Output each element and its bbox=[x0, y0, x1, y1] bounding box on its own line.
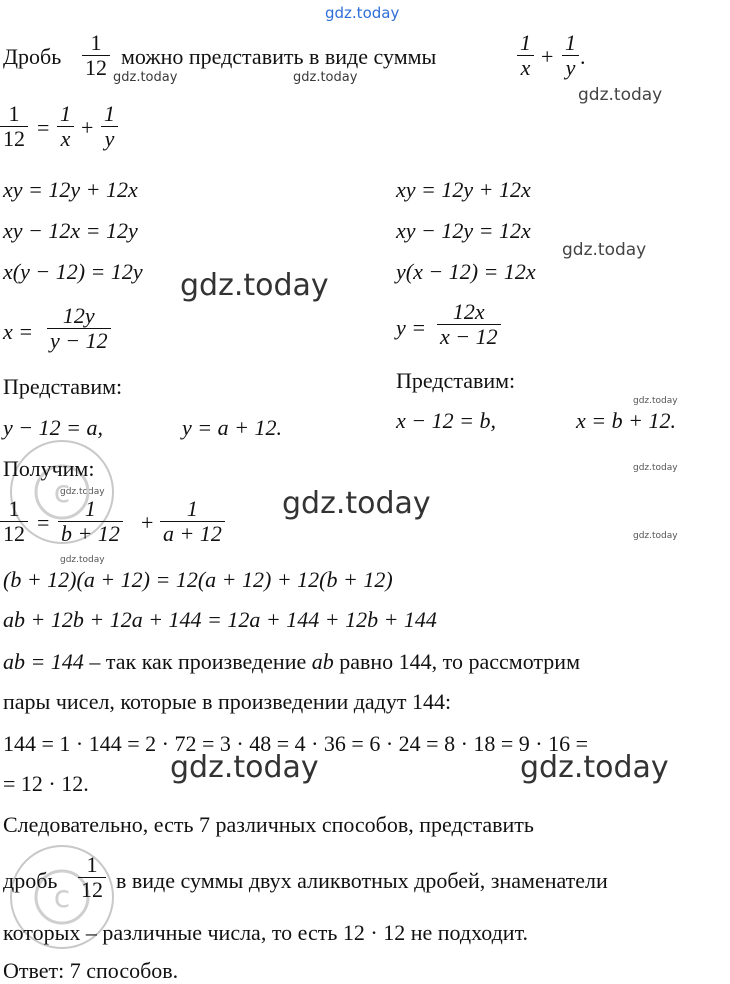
watermark: gdz.today bbox=[578, 85, 663, 105]
intro-text-2: можно представить в виде суммы bbox=[121, 44, 437, 69]
result-fraction-a: 1 a + 12 bbox=[160, 497, 225, 546]
intro-text-1: Дробь bbox=[3, 44, 62, 69]
left-sub-1: y − 12 = a, bbox=[3, 415, 103, 440]
result-line-f: = 12 · 12. bbox=[3, 771, 89, 796]
left-x-fraction: 12y y − 12 bbox=[47, 304, 111, 353]
eq1-plus: + bbox=[81, 115, 94, 140]
conclusion-line-3: которых – различные числа, то есть 12 · 12 не подходит. bbox=[3, 920, 529, 945]
right-sub-1: x − 12 = b, bbox=[396, 408, 496, 433]
eq1-equals: = bbox=[37, 115, 50, 140]
right-sub-2: x = b + 12. bbox=[576, 408, 676, 433]
right-line-1: xy = 12y + 12x bbox=[396, 177, 531, 202]
conclusion-fraction: 1 12 bbox=[78, 853, 106, 902]
watermark: gdz.today bbox=[293, 70, 358, 85]
watermark-large: gdz.today bbox=[180, 268, 329, 303]
result-line-e: 144 = 1 · 144 = 2 · 72 = 3 · 48 = 4 · 36 = 6 · 24 = 8 · 18 = 9 · 16 = bbox=[3, 731, 589, 756]
result-line-a: (b + 12)(a + 12) = 12(a + 12) + 12(b + 12) bbox=[3, 567, 393, 592]
watermark-tiny: gdz.today bbox=[633, 531, 678, 541]
get-label: Получим: bbox=[3, 456, 95, 481]
watermark-large: gdz.today bbox=[282, 486, 431, 521]
eq1-fraction-y: 1 y bbox=[101, 102, 118, 151]
left-line-2: xy − 12x = 12y bbox=[3, 218, 138, 243]
left-represent: Представим: bbox=[3, 374, 123, 399]
plus-sign: + bbox=[541, 44, 554, 69]
watermark-large: gdz.today bbox=[520, 750, 669, 785]
right-line-2: xy − 12y = 12x bbox=[396, 218, 531, 243]
conclusion-pre: дробь bbox=[3, 868, 58, 893]
svg-text:c: c bbox=[53, 475, 71, 510]
result-fraction-1-12: 1 12 bbox=[0, 497, 28, 546]
conclusion-post: в виде суммы двух аликвотных дробей, знаменатели bbox=[116, 868, 608, 893]
period: . bbox=[580, 44, 586, 69]
watermark-top: gdz.today bbox=[325, 4, 400, 22]
left-sub-2: y = a + 12. bbox=[182, 415, 282, 440]
svg-text:c: c bbox=[53, 880, 71, 915]
right-line-3: y(x − 12) = 12x bbox=[396, 259, 536, 284]
result-fraction-b: 1 b + 12 bbox=[58, 497, 123, 546]
right-represent: Представим: bbox=[396, 368, 516, 393]
result-line-b: ab + 12b + 12a + 144 = 12a + 144 + 12b + 144 bbox=[3, 607, 437, 632]
watermark-tiny: gdz.today bbox=[633, 396, 678, 406]
watermark: gdz.today bbox=[562, 240, 647, 260]
fraction-1-12: 1 12 bbox=[82, 31, 110, 80]
result-equals: = bbox=[37, 510, 50, 535]
fraction-1-y: 1 y bbox=[562, 31, 579, 80]
eq1-fraction-x: 1 x bbox=[57, 102, 74, 151]
conclusion-line-1: Следовательно, есть 7 различных способов, представить bbox=[3, 812, 534, 837]
eq1-left-fraction: 1 12 bbox=[0, 102, 28, 151]
left-x-equals: x = bbox=[3, 319, 34, 344]
right-y-equals: y = bbox=[396, 315, 427, 340]
watermark: gdz.today bbox=[113, 70, 178, 85]
watermark-tiny: gdz.today bbox=[60, 555, 105, 565]
watermark-tiny: gdz.today bbox=[633, 463, 678, 473]
answer: Ответ: 7 способов. bbox=[3, 958, 179, 983]
result-line-d: пары чисел, которые в произведении дадут 144: bbox=[3, 689, 452, 714]
left-line-3: x(y − 12) = 12y bbox=[3, 259, 143, 284]
fraction-1-x: 1 x bbox=[517, 31, 534, 80]
right-y-fraction: 12x x − 12 bbox=[437, 300, 501, 349]
left-line-1: xy = 12y + 12x bbox=[3, 177, 138, 202]
watermark-tiny: gdz.today bbox=[60, 487, 105, 497]
result-plus: + bbox=[141, 510, 154, 535]
result-line-c: ab = 144 – так как произведение ab равно 144, то рассмотрим bbox=[3, 649, 581, 674]
watermark-large: gdz.today bbox=[170, 750, 319, 785]
